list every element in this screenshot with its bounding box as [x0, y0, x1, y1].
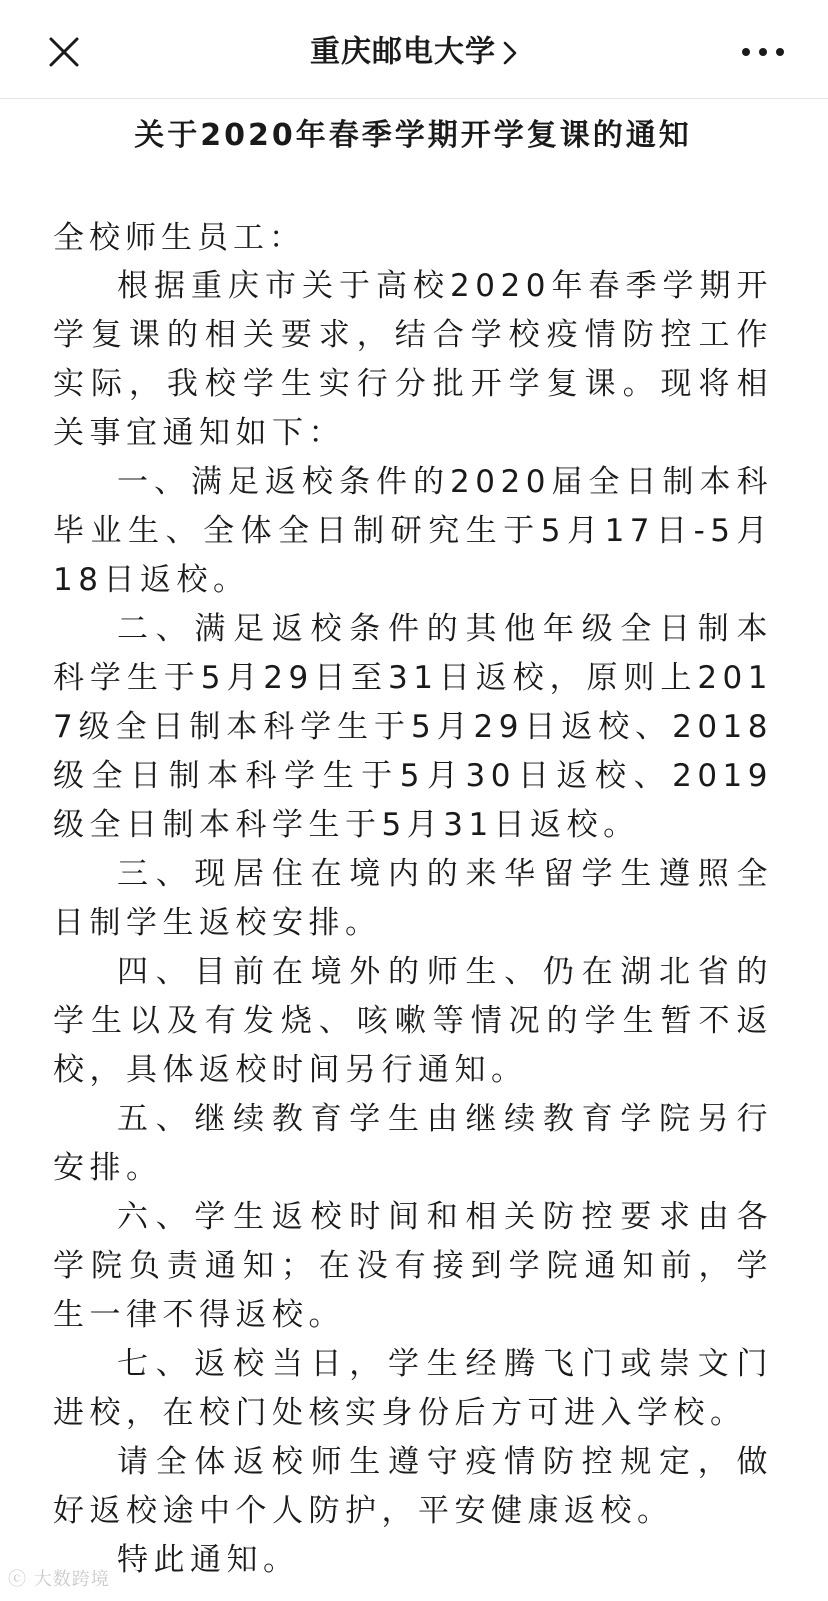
account-name-link[interactable] — [0, 30, 828, 75]
article-title: 关于2020年春季学期开学复课的通知 — [134, 118, 692, 153]
watermark: ⓒ 大数跨境 — [8, 1569, 110, 1590]
paragraph-closing: 特此通知。 — [117, 1542, 300, 1578]
more-button[interactable] — [738, 34, 788, 70]
more-icon — [738, 34, 788, 70]
paragraph-item-5: 五、继续教育学生由继续教育学院另行安排。 — [53, 1101, 773, 1186]
paragraph-item-6: 六、学生返校时间和相关防控要求由各学院负责通知；在没有接到学院通知前，学生一律不得返校。 — [53, 1199, 773, 1333]
paragraph-intro: 根据重庆市关于高校2020年春季学期开学复课的相关要求，结合学校疫情防控工作实际，我校学生实行分批开学复课。现将相关事宜通知如下： — [53, 268, 773, 451]
greeting-line: 全校师生员工： — [53, 220, 305, 256]
paragraph-item-7: 七、返校当日，学生经腾飞门或崇文门进校，在校门处核实身份后方可进入学校。 — [53, 1346, 773, 1431]
chevron-right-icon — [502, 40, 518, 66]
paragraph-item-2: 二、满足返校条件的其他年级全日制本科学生于5月29日至31日返校，原则上2017级全日制本科学生于5月29日返校、2018级全日制本科学生于5月30日返校、2019级全日制本科学生于5月31日返校。 — [53, 611, 773, 843]
account-name: 重庆邮电大学 — [310, 34, 496, 70]
top-navigation-bar — [0, 0, 828, 99]
paragraph-item-3: 三、现居住在境内的来华留学生遵照全日制学生返校安排。 — [53, 856, 773, 941]
paragraph-item-1: 一、满足返校条件的2020届全日制本科毕业生、全体全日制研究生于5月17日-5月18日返校。 — [53, 464, 773, 598]
paragraph-reminder: 请全体返校师生遵守疫情防控规定，做好返校途中个人防护，平安健康返校。 — [53, 1444, 773, 1529]
paragraph-item-4: 四、目前在境外的师生、仍在湖北省的学生以及有发烧、咳嗽等情况的学生暂不返校，具体返校时间另行通知。 — [53, 954, 773, 1088]
article-body — [53, 98, 773, 1585]
